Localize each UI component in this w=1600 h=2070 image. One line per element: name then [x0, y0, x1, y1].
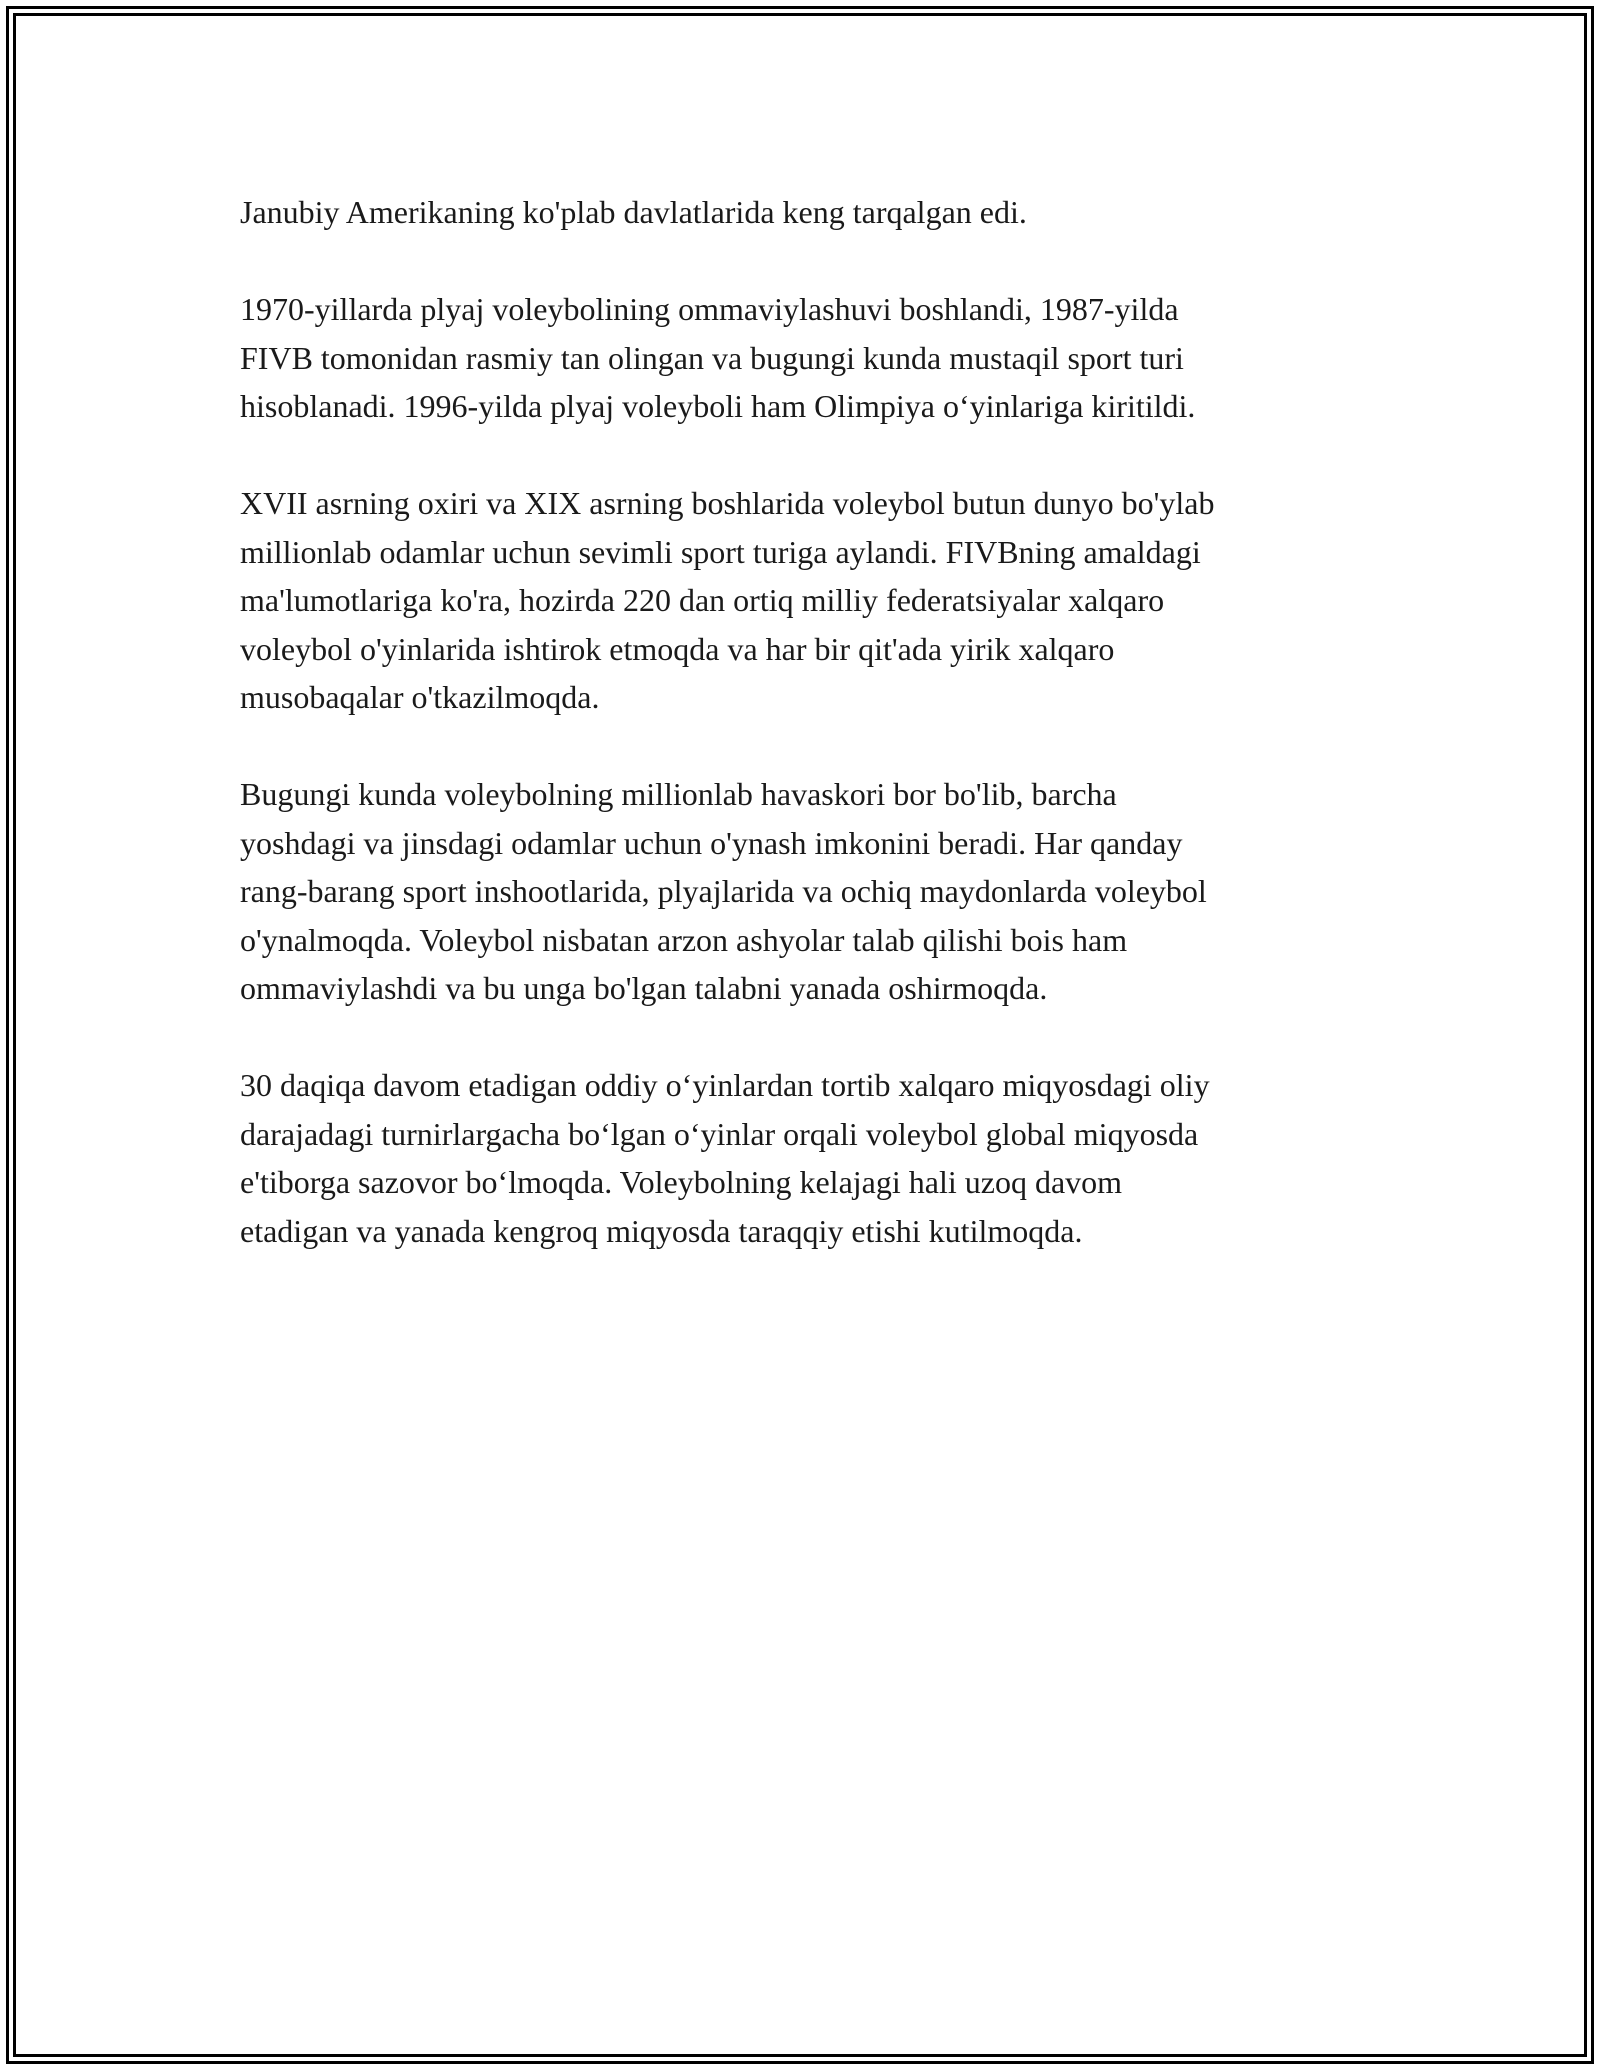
document-body [240, 188, 1390, 1304]
page-frame-inner [13, 13, 1587, 2057]
paragraph-4: Bugungi kunda voleybolning millionlab havaskori bor bo'lib, barcha yoshdagi va jinsdagi odamlar uchun o'ynash imkonini beradi. Har qanday rang-barang sport inshootlarida, plyajlarida va ochiq maydonlarda voleybol o'ynalmoqda. Voleybol nisbatan arzon ashyolar talab qilishi bois ham ommaviylashdi va bu unga bo'lgan talabni yanada oshirmoqda. [240, 776, 1207, 1006]
paragraph-5: 30 daqiqa davom etadigan oddiy o‘yinlardan tortib xalqaro miqyosdagi oliy darajadagi turnirlargacha bo‘lgan o‘yinlar orqali voleybol global miqyosda e'tiborga sazovor bo‘lmoqda. Voleybolning kelajagi hali uzoq davom etadigan va yanada kengroq miqyosda taraqqiy etishi kutilmoqda. [240, 1067, 1210, 1249]
paragraph-1: Janubiy Amerikaning ko'plab davlatlarida keng tarqalgan edi. [240, 194, 1027, 230]
paragraph-2: 1970-yillarda plyaj voleybolining ommaviylashuvi boshlandi, 1987-yilda FIVB tomonidan rasmiy tan olingan va bugungi kunda mustaqil sport turi hisoblanadi. 1996-yilda plyaj voleyboli ham Olimpiya o‘yinlariga kiritildi. [240, 291, 1196, 424]
page-frame-outer [6, 6, 1594, 2064]
paragraph-3: XVII asrning oxiri va XIX asrning boshlarida voleybol butun dunyo bo'ylab millionlab odamlar uchun sevimli sport turiga aylandi. FIVBning amaldagi ma'lumotlariga ko'ra, hozirda 220 dan ortiq milliy federatsiyalar xalqaro voleybol o'yinlarida ishtirok etmoqda va har bir qit'ada yirik xalqaro musobaqalar o'tkazilmoqda. [240, 485, 1215, 715]
